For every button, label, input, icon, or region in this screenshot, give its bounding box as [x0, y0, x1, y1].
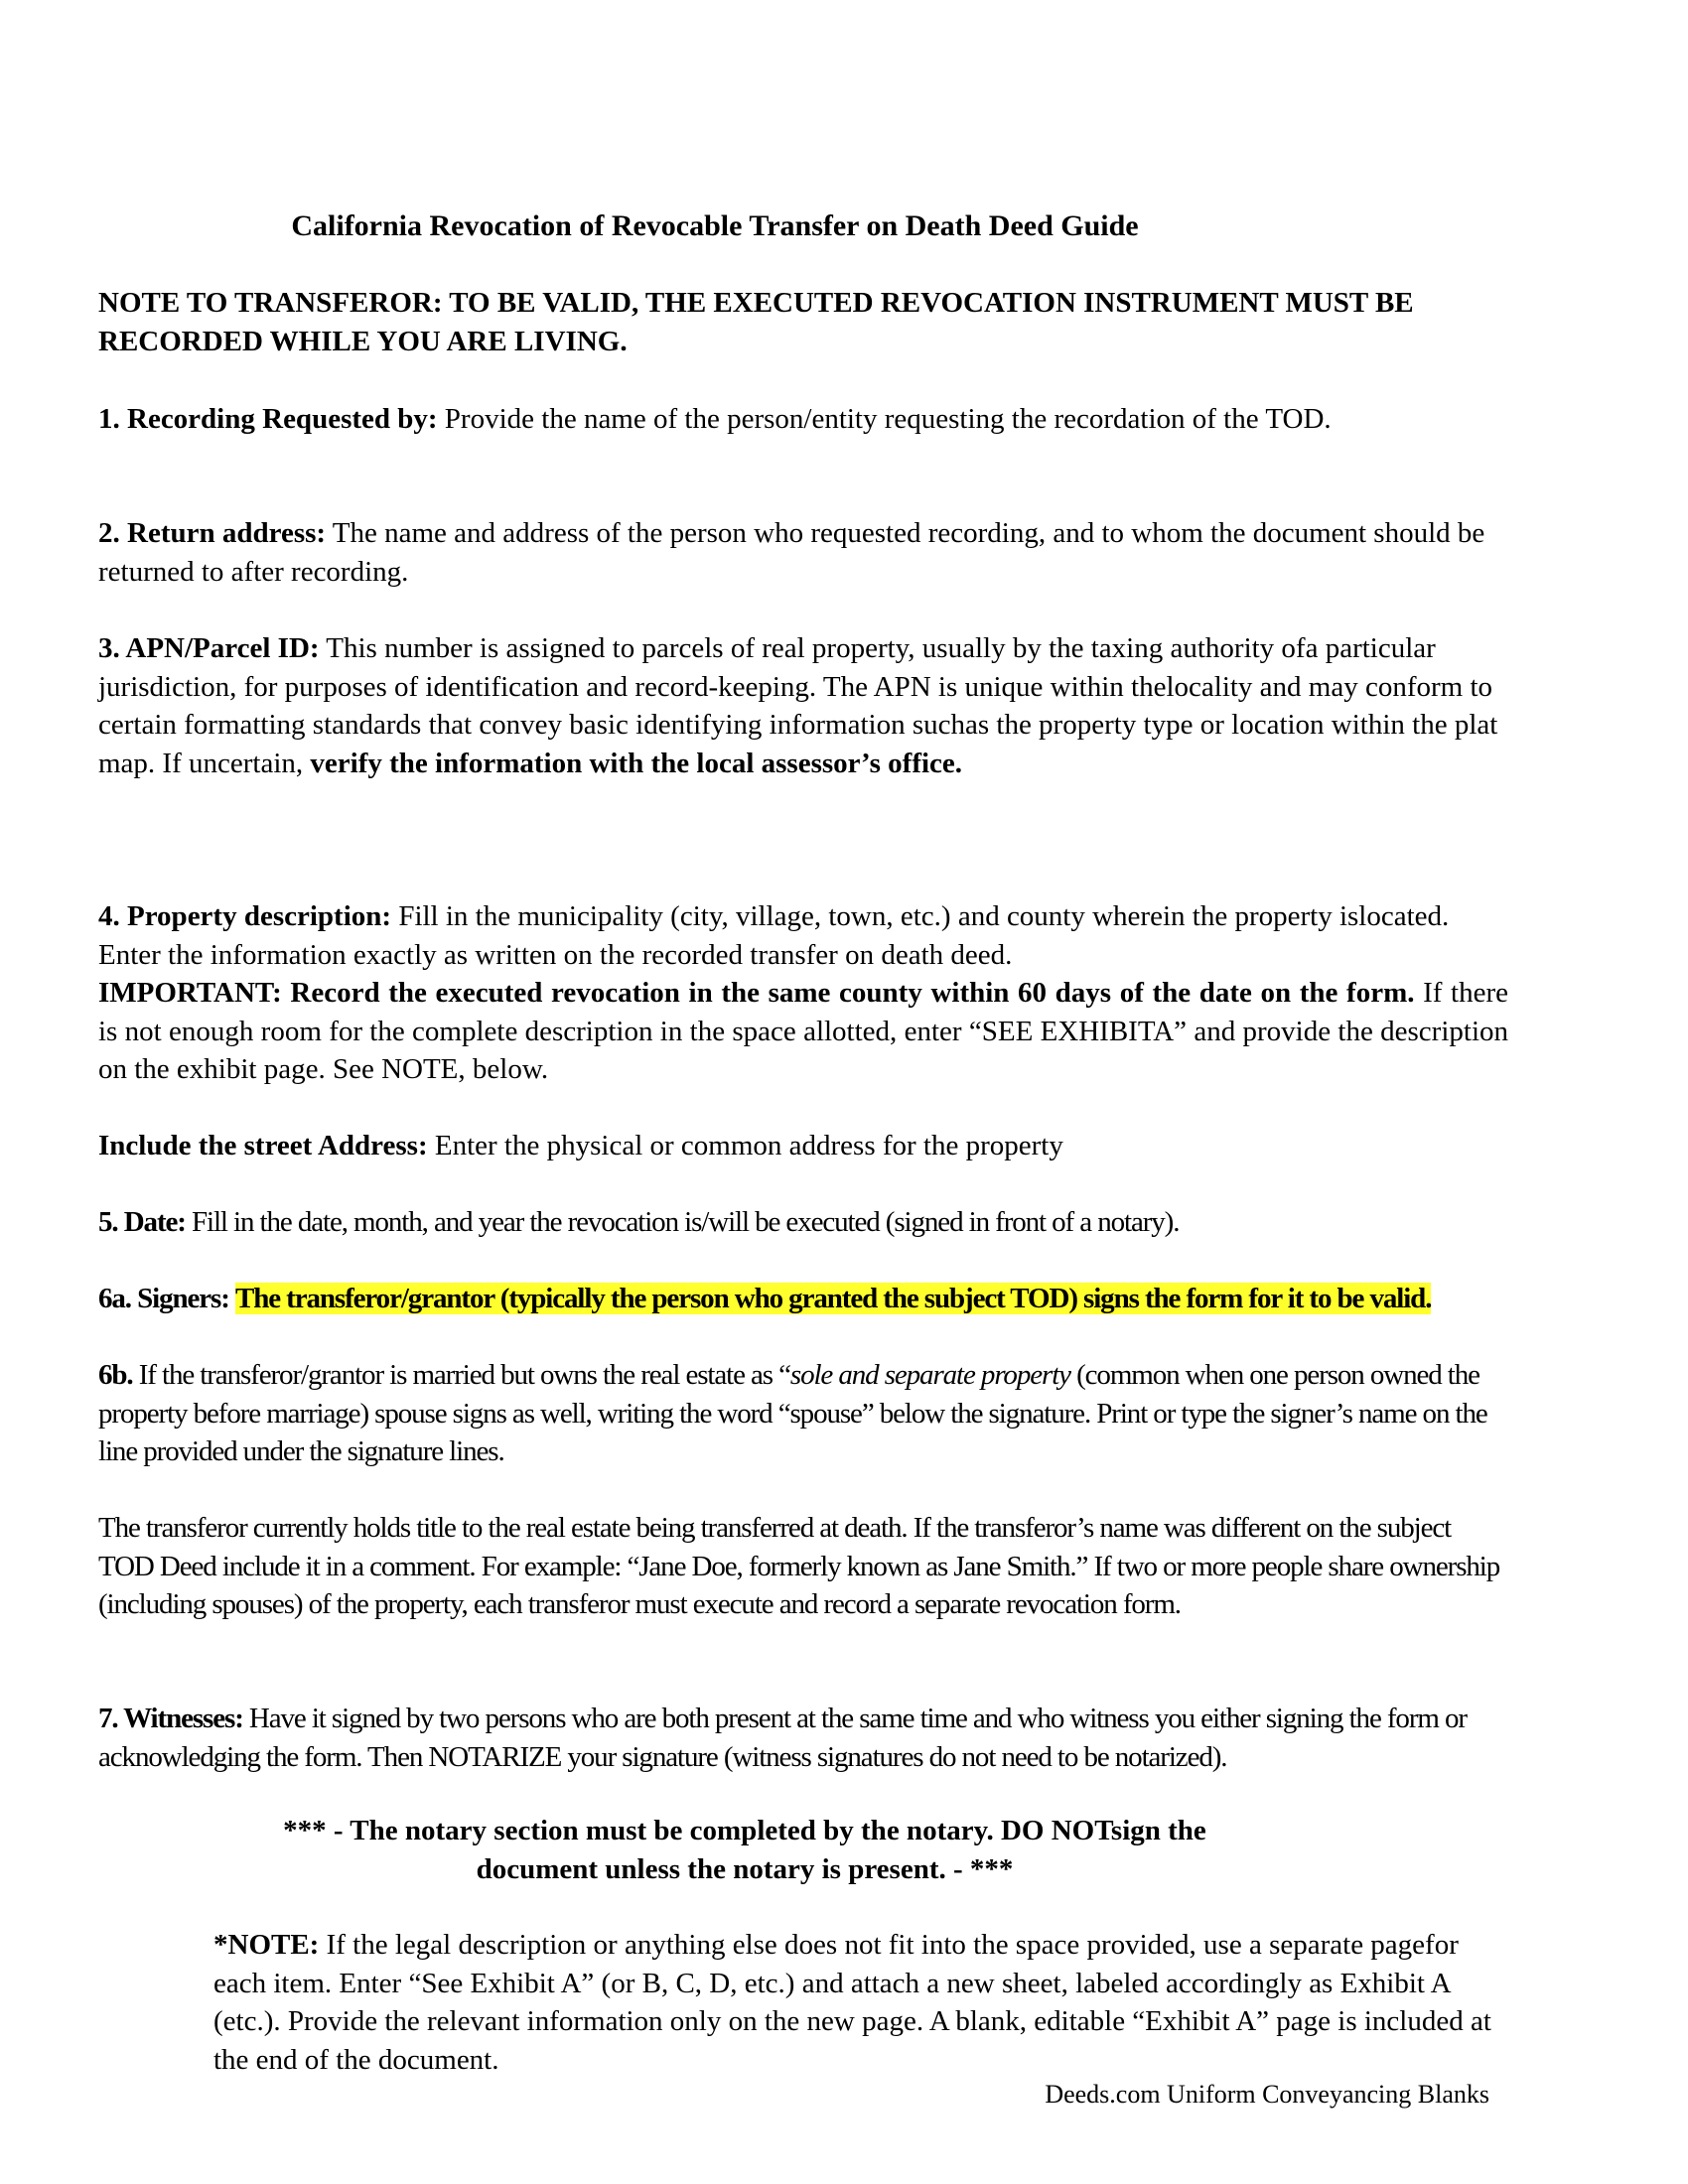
- italic-term: sole and separate property: [789, 1359, 1070, 1391]
- item-text: Have it signed by two persons who are both present at the same time and who witness you either signing the form or acknowledging the form. Then NOTARIZE your signature (witness signatures do not need to be notarized).: [98, 1703, 1467, 1773]
- item-label: 3. APN/Parcel ID:: [98, 632, 320, 664]
- important-rest: If there is not enough room for the complete description in the space allotted, enter “SEE EXHIBITA” and provide the description on the exhibit page. See NOTE, below.: [98, 977, 1508, 1085]
- item-text: Fill in the municipality (city, village, town, etc.) and county wherein the property islocated. Enter the information exactly as written on the recorded transfer on death deed.: [98, 900, 1450, 971]
- item-text: Provide the name of the person/entity requesting the recordation of the TOD.: [437, 403, 1332, 435]
- item-signers-6a: [98, 1280, 1508, 1318]
- item-return-address: [98, 514, 1508, 591]
- item-label: 1. Recording Requested by:: [98, 403, 438, 435]
- note-text: If the legal description or anything else does not fit into the space provided, use a separate pagefor each item. Enter “See Exhibit A” (or B, C, D, etc.) and attach a new sheet, labeled accordingly as Exhibit A (etc.). Provide the relevant information only on the new page. A blank, editable “Exhibit A” page is included at the end of the document.: [213, 1929, 1491, 2076]
- transferor-paragraph: The transferor currently holds title to the real estate being transferred at death. If the transferor’s name was different on the subject TOD Deed include it in a comment. For example: “Jane Doe, formerly known as Jane Smith.” If two or more people share ownership (including spouses) of the property, each transferor must execute and record a separate revocation form.: [98, 1512, 1500, 1620]
- item-label: 6b.: [98, 1359, 133, 1391]
- item-text-before: If the transferor/grantor is married but owns the real estate as “: [132, 1359, 790, 1391]
- page-title: California Revocation of Revocable Transfer on Death Deed Guide: [291, 209, 1139, 242]
- note-label: *NOTE:: [213, 1929, 320, 1961]
- item-label: 4. Property description:: [98, 900, 392, 932]
- item-label: 2. Return address:: [98, 517, 327, 549]
- item-signers-6b: [98, 1356, 1508, 1471]
- important-text: IMPORTANT: Record the executed revocation in the same county within 60 days of the date on the form.: [98, 977, 1415, 1009]
- item-label: 7. Witnesses:: [98, 1703, 243, 1734]
- bottom-note: [213, 1926, 1504, 2079]
- item-emphasis: verify the information with the local assessor’s office.: [310, 747, 963, 779]
- item-text: Enter the physical or common address for the property: [427, 1130, 1063, 1161]
- item-apn: [98, 629, 1508, 782]
- highlighted-text: The transferor/grantor (typically the person who granted the subject TOD) signs the form for it to be valid.: [234, 1283, 1432, 1314]
- important-note: [98, 974, 1508, 1089]
- item-street-address: [98, 1127, 1508, 1165]
- item-recording-requested: [98, 400, 1508, 439]
- item-text: The name and address of the person who requested recording, and to whom the document should be returned to after recording.: [98, 517, 1485, 588]
- item-text-after: (common when one person owned the property before marriage) spouse signs as well, writing the word “spouse” below the signature. Print or type the signer’s name on the line provided under the signature lines.: [98, 1359, 1487, 1467]
- item-text: Fill in the date, month, and year the revocation is/will be executed (signed in front of a notary).: [185, 1206, 1180, 1238]
- notary-warning: *** - The notary section must be completed by the notary. DO NOTsign the document unless the notary is present. - ***: [283, 1815, 1206, 1885]
- item-text: This number is assigned to parcels of real property, usually by the taxing authority ofa particular jurisdiction, for purposes of identification and record-keeping. The APN is unique within thelocality and may conform to certain formatting standards that convey basic identifying information suchas the property type or location within the plat map. If uncertain,: [98, 632, 1498, 779]
- footer: Deeds.com Uniform Conveyancing Blanks: [1045, 2080, 1489, 2109]
- item-label: 5. Date:: [98, 1206, 186, 1238]
- item-witnesses: [98, 1700, 1508, 1776]
- item-label: Include the street Address:: [98, 1130, 428, 1161]
- item-property-description: [98, 897, 1508, 974]
- item-date: [98, 1203, 1508, 1242]
- item-label: 6a. Signers:: [98, 1283, 229, 1314]
- note-to-transferor: NOTE TO TRANSFEROR: TO BE VALID, THE EXECUTED REVOCATION INSTRUMENT MUST BE RECORDED WHILE YOU ARE LIVING.: [98, 287, 1414, 357]
